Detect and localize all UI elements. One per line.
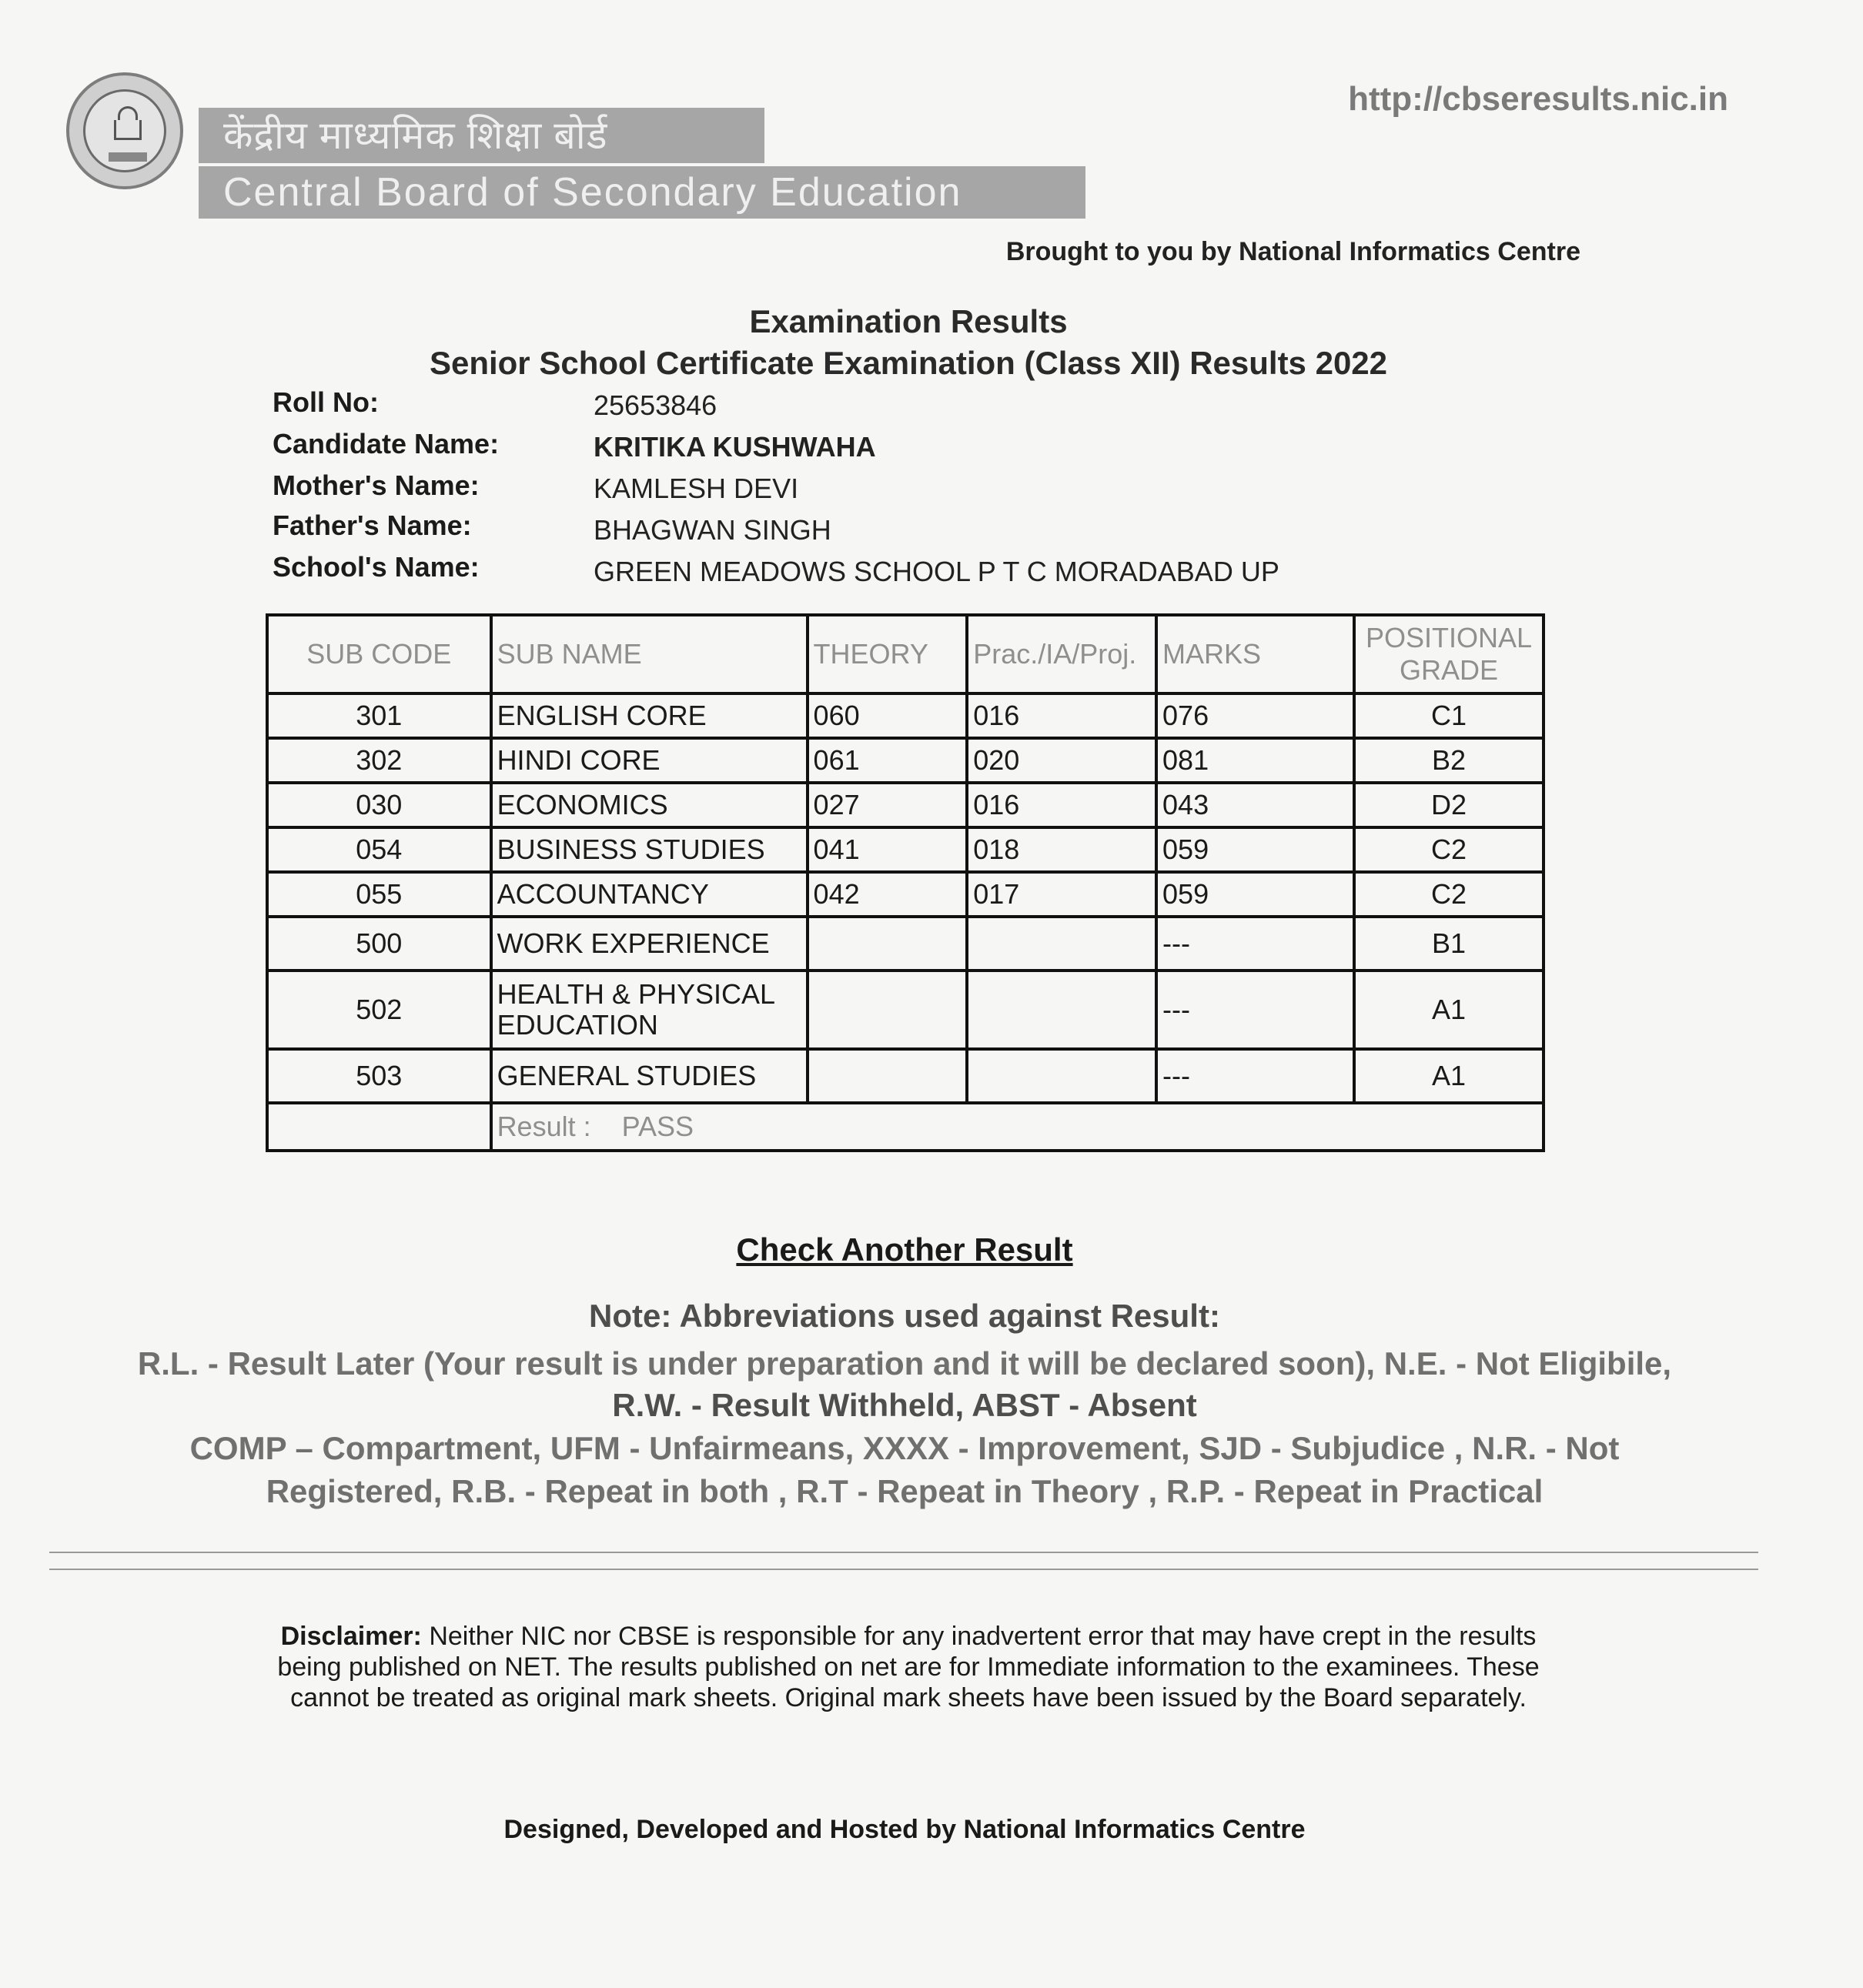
- note-heading: Note: Abbreviations used against Result:: [589, 1298, 1220, 1334]
- cbse-logo: [66, 72, 183, 189]
- practical-cell: [967, 1049, 1156, 1103]
- school-name-value: GREEN MEADOWS SCHOOL P T C MORADABAD UP: [594, 556, 1279, 587]
- practical-cell: 016: [967, 693, 1156, 738]
- table-row: [267, 971, 1544, 1049]
- school-name-label: School's Name:: [273, 551, 480, 583]
- father-name-value: BHAGWAN SINGH: [594, 514, 831, 546]
- practical-cell: [967, 917, 1156, 971]
- table-row: [267, 693, 1544, 738]
- roll-no-label: Roll No:: [273, 386, 379, 418]
- sub-code-cell: 500: [267, 917, 491, 971]
- practical-cell: 016: [967, 783, 1156, 827]
- header-grade-line2: GRADE: [1400, 654, 1499, 686]
- table-header-row: [267, 615, 1544, 693]
- marks-cell: 076: [1156, 693, 1354, 738]
- table-row: [267, 783, 1544, 827]
- disclaimer-text: Neither NIC nor CBSE is responsible for any inadvertent error that may have crept in the results being published on NET. The results published on net are for Immediate information to the examinees. These cannot be treated as original mark sheets. Original mark sheets have been issued by the Board separately.: [277, 1622, 1540, 1712]
- theory-cell: [808, 917, 968, 971]
- sub-name-cell: GENERAL STUDIES: [491, 1049, 808, 1103]
- theory-cell: 061: [808, 738, 968, 783]
- sub-code-cell: 030: [267, 783, 491, 827]
- marks-cell: ---: [1156, 1049, 1354, 1103]
- table-row: [267, 872, 1544, 917]
- table-row: [267, 1049, 1544, 1103]
- grade-cell: A1: [1354, 971, 1544, 1049]
- grade-cell: C2: [1354, 872, 1544, 917]
- header-positional-grade: [1354, 615, 1544, 693]
- grade-cell: C1: [1354, 693, 1544, 738]
- page-title: Examination Results: [749, 303, 1068, 339]
- divider-bottom: [49, 1569, 1758, 1570]
- candidate-name-value: KRITIKA KUSHWAHA: [594, 431, 876, 463]
- marks-cell: ---: [1156, 917, 1354, 971]
- theory-cell: 042: [808, 872, 968, 917]
- sub-code-cell: 503: [267, 1049, 491, 1103]
- header-marks: MARKS: [1156, 615, 1354, 693]
- header-practical: Prac./IA/Proj.: [967, 615, 1156, 693]
- candidate-name-label: Candidate Name:: [273, 428, 500, 459]
- mother-name-label: Mother's Name:: [273, 469, 480, 501]
- grade-cell: D2: [1354, 783, 1544, 827]
- note-line-2: R.W. - Result Withheld, ABST - Absent: [612, 1387, 1197, 1423]
- theory-cell: 027: [808, 783, 968, 827]
- header-sub-code: SUB CODE: [267, 615, 491, 693]
- table-row: [267, 738, 1544, 783]
- footer-credit: Designed, Developed and Hosted by National Informatics Centre: [503, 1815, 1306, 1844]
- grade-cell: A1: [1354, 1049, 1544, 1103]
- grade-cell: B1: [1354, 917, 1544, 971]
- result-empty-cell: [267, 1103, 491, 1151]
- marks-cell: 043: [1156, 783, 1354, 827]
- site-url-link[interactable]: http://cbseresults.nic.in: [1348, 80, 1728, 118]
- result-row: [267, 1103, 1544, 1151]
- grade-cell: C2: [1354, 827, 1544, 872]
- header-grade-line1: POSITIONAL: [1366, 622, 1533, 653]
- check-another-result-link[interactable]: Check Another Result: [736, 1231, 1073, 1268]
- father-name-label: Father's Name:: [273, 510, 472, 541]
- note-line-3: COMP – Compartment, UFM - Unfairmeans, XXXX - Improvement, SJD - Subjudice , N.R. - Not: [189, 1430, 1620, 1466]
- mother-name-value: KAMLESH DEVI: [594, 473, 799, 504]
- sub-name-cell: HEALTH & PHYSICAL EDUCATION: [491, 971, 808, 1049]
- header-theory: THEORY: [808, 615, 968, 693]
- note-line-4: Registered, R.B. - Repeat in both , R.T - Repeat in Theory , R.P. - Repeat in Practical: [266, 1473, 1544, 1509]
- theory-cell: 041: [808, 827, 968, 872]
- result-cell: [491, 1103, 1544, 1151]
- sub-name-cell: ACCOUNTANCY: [491, 872, 808, 917]
- results-table: [266, 613, 1545, 1152]
- theory-cell: 060: [808, 693, 968, 738]
- disclaimer-block: [262, 1621, 1555, 1713]
- table-row: [267, 827, 1544, 872]
- table-row: [267, 917, 1544, 971]
- sub-name-cell: ECONOMICS: [491, 783, 808, 827]
- sub-name-cell: ENGLISH CORE: [491, 693, 808, 738]
- marks-cell: 081: [1156, 738, 1354, 783]
- theory-cell: [808, 1049, 968, 1103]
- sub-code-cell: 301: [267, 693, 491, 738]
- disclaimer-label: Disclaimer:: [280, 1622, 422, 1651]
- divider-top: [49, 1552, 1758, 1553]
- sub-name-cell: HINDI CORE: [491, 738, 808, 783]
- practical-cell: 020: [967, 738, 1156, 783]
- sub-code-cell: 302: [267, 738, 491, 783]
- result-value: PASS: [621, 1111, 694, 1142]
- theory-cell: [808, 971, 968, 1049]
- page-subtitle: Senior School Certificate Examination (Class XII) Results 2022: [429, 345, 1388, 381]
- marks-cell: 059: [1156, 872, 1354, 917]
- roll-no-value: 25653846: [594, 389, 717, 421]
- marks-cell: ---: [1156, 971, 1354, 1049]
- sub-code-cell: 055: [267, 872, 491, 917]
- board-name-hindi: केंद्रीय माध्यमिक शिक्षा बोर्ड: [199, 108, 764, 163]
- note-line-1: R.L. - Result Later (Your result is under preparation and it will be declared soon), N.E. - Not Eligibile,: [137, 1345, 1672, 1382]
- brought-by-text: Brought to you by National Informatics Centre: [1005, 237, 1580, 266]
- result-label: Result :: [497, 1111, 591, 1142]
- marks-cell: 059: [1156, 827, 1354, 872]
- header-sub-name: SUB NAME: [491, 615, 808, 693]
- sub-name-cell: WORK EXPERIENCE: [491, 917, 808, 971]
- practical-cell: 017: [967, 872, 1156, 917]
- sub-name-cell: BUSINESS STUDIES: [491, 827, 808, 872]
- practical-cell: 018: [967, 827, 1156, 872]
- practical-cell: [967, 971, 1156, 1049]
- grade-cell: B2: [1354, 738, 1544, 783]
- sub-code-cell: 054: [267, 827, 491, 872]
- sub-code-cell: 502: [267, 971, 491, 1049]
- board-name-english: Central Board of Secondary Education: [199, 166, 1085, 219]
